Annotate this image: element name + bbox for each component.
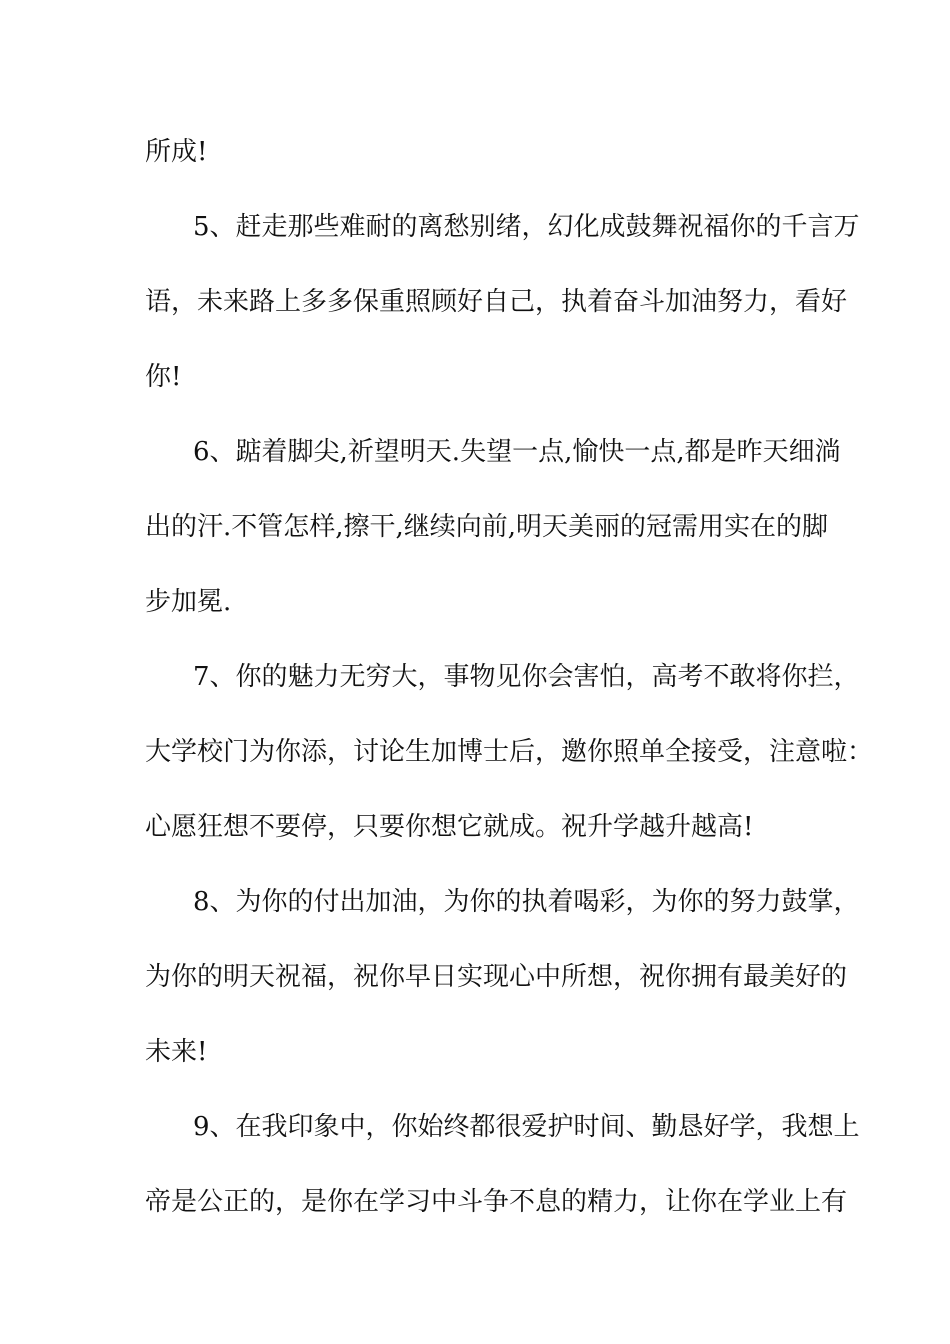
paragraph-8-line-3: 未来!	[145, 1037, 208, 1067]
paragraph-6-line-1: 6、踮着脚尖,祈望明天.失望一点,愉快一点,都是昨天细淌	[193, 437, 841, 467]
paragraph-9-line-2: 帝是公正的，是你在学习中斗争不息的精力，让你在学业上有	[145, 1187, 848, 1217]
paragraph-8-line-2: 为你的明天祝福，祝你早日实现心中所想，祝你拥有最美好的	[145, 962, 848, 992]
paragraph-6-line-3: 步加冕.	[145, 587, 232, 617]
paragraph-5-line-1: 5、赶走那些难耐的离愁别绪，幻化成鼓舞祝福你的千言万	[193, 212, 860, 242]
paragraph-6-line-2: 出的汗.不管怎样,擦干,继续向前,明天美丽的冠需用实在的脚	[145, 512, 829, 542]
paragraph-5-line-3: 你!	[145, 362, 182, 392]
text-line: 所成!	[145, 137, 208, 167]
paragraph-7-line-1: 7、你的魅力无穷大，事物见你会害怕，高考不敢将你拦，	[193, 662, 860, 692]
paragraph-9-line-1: 9、在我印象中，你始终都很爱护时间、勤恳好学，我想上	[193, 1112, 860, 1142]
paragraph-7-line-2: 大学校门为你添，讨论生加博士后，邀你照单全接受，注意啦：	[145, 737, 874, 767]
paragraph-7-line-3: 心愿狂想不要停，只要你想它就成。祝升学越升越高!	[145, 812, 754, 842]
paragraph-5-line-2: 语，未来路上多多保重照顾好自己，执着奋斗加油努力，看好	[145, 287, 848, 317]
paragraph-8-line-1: 8、为你的付出加油，为你的执着喝彩，为你的努力鼓掌，	[193, 887, 860, 917]
